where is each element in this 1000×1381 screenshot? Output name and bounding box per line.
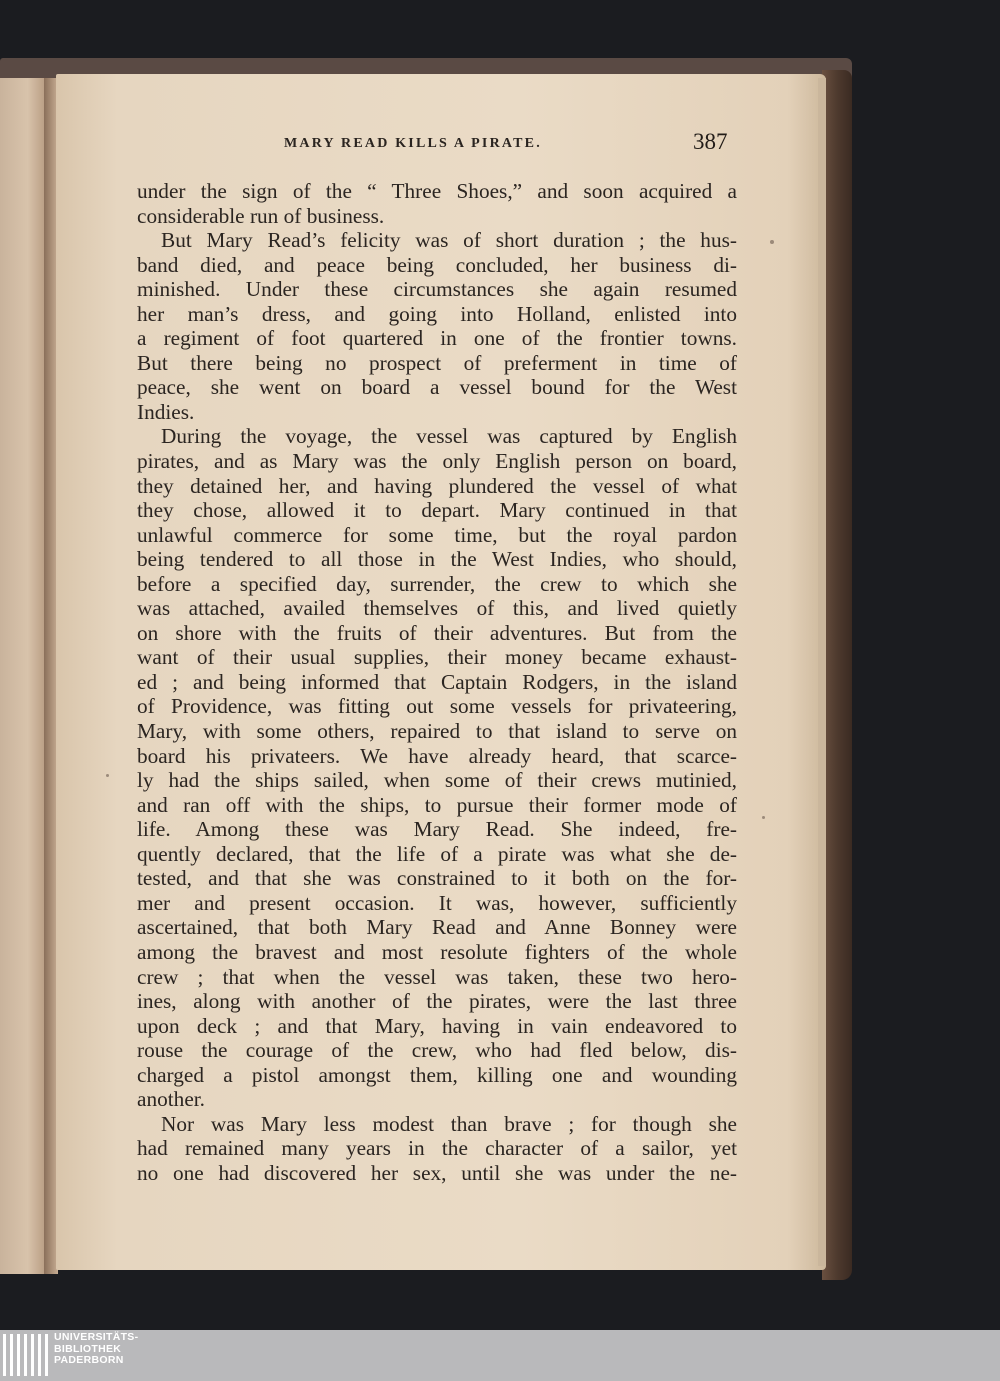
text-line: rouse the courage of the crew, who had fled below, dis- — [137, 1038, 737, 1063]
text-line: Mary, with some others, repaired to that island to serve on — [137, 719, 737, 744]
text-line: minished. Under these circumstances she again resumed — [137, 277, 737, 302]
text-line: life. Among these was Mary Read. She indeed, fre- — [137, 817, 737, 842]
logo-line: UNIVERSITÄTS- — [54, 1331, 139, 1343]
library-logo-icon — [3, 1334, 48, 1376]
left-page-edge — [0, 78, 46, 1274]
text-line: ines, along with another of the pirates, were the last three — [137, 989, 737, 1014]
text-line: no one had discovered her sex, until she was under the ne- — [137, 1160, 737, 1185]
text-line: But there being no prospect of preferment in time of — [137, 350, 737, 375]
text-line: During the voyage, the vessel was captured by English — [161, 424, 737, 449]
text-line: they chose, allowed it to depart. Mary continued in that — [137, 498, 737, 523]
body-text — [137, 179, 737, 1185]
library-footer-bar — [0, 1330, 1000, 1381]
running-title: MARY READ KILLS A PIRATE. — [284, 136, 542, 151]
library-logo-text — [54, 1332, 138, 1367]
logo-line: PADERBORN — [54, 1354, 124, 1366]
text-line: want of their usual supplies, their money became exhaust- — [137, 645, 737, 670]
page-stack-edges — [818, 78, 826, 1266]
text-line: tested, and that she was constrained to it both on the for- — [137, 866, 737, 891]
text-line: of Providence, was fitting out some vessels for privateering, — [137, 694, 737, 719]
text-line: ascertained, that both Mary Read and Anne Bonney were — [137, 915, 737, 940]
text-line: a regiment of foot quartered in one of the frontier towns. — [137, 326, 737, 351]
text-line: peace, she went on board a vessel bound for the West — [137, 375, 737, 400]
paper-spot — [770, 240, 774, 244]
text-line: under the sign of the “ Three Shoes,” and soon acquired a — [137, 179, 737, 203]
text-line: crew ; that when the vessel was taken, these two hero- — [137, 964, 737, 989]
text-line: ed ; and being informed that Captain Rodgers, in the island — [137, 669, 737, 694]
text-line: Indies. — [137, 399, 195, 424]
text-line: and ran off with the ships, to pursue their former mode of — [137, 792, 737, 817]
page-number: 387 — [693, 129, 728, 154]
text-line: But Mary Read’s felicity was of short duration ; the hus- — [161, 228, 737, 253]
text-line: quently declared, that the life of a pirate was what she de- — [137, 841, 737, 866]
text-line: pirates, and as Mary was the only English person on board, — [137, 449, 737, 474]
text-line: board his privateers. We have already heard, that scarce- — [137, 743, 737, 768]
text-line: considerable run of business. — [137, 203, 385, 228]
book-cover-right-edge — [822, 70, 852, 1280]
text-line: on shore with the fruits of their adventures. But from the — [137, 620, 737, 645]
text-line: upon deck ; and that Mary, having in vain endeavored to — [137, 1013, 737, 1038]
text-line: unlawful commerce for some time, but the royal pardon — [137, 522, 737, 547]
text-line: her man’s dress, and going into Holland, enlisted into — [137, 301, 737, 326]
text-line: another. — [137, 1087, 206, 1112]
text-line: being tendered to all those in the West Indies, who should, — [137, 547, 737, 572]
logo-line: BIBLIOTHEK — [54, 1342, 122, 1355]
text-line: Nor was Mary less modest than brave ; for though she — [161, 1111, 737, 1136]
text-line: they detained her, and having plundered the vessel of what — [137, 473, 737, 498]
paper-spot — [106, 774, 109, 777]
paper-spot — [762, 816, 765, 819]
text-line: was attached, availed themselves of this, and lived quietly — [137, 596, 737, 621]
text-line: mer and present occasion. It was, however, sufficiently — [137, 890, 737, 915]
text-line: had remained many years in the character of a sailor, yet — [137, 1136, 737, 1161]
text-line: ly had the ships sailed, when some of their crews mutinied, — [137, 768, 737, 793]
text-line: before a specified day, surrender, the crew to which she — [137, 571, 737, 596]
text-line: band died, and peace being concluded, her business di- — [137, 252, 737, 277]
text-line: among the bravest and most resolute fighters of the whole — [137, 939, 737, 964]
text-line: charged a pistol amongst them, killing one and wounding — [137, 1062, 737, 1087]
